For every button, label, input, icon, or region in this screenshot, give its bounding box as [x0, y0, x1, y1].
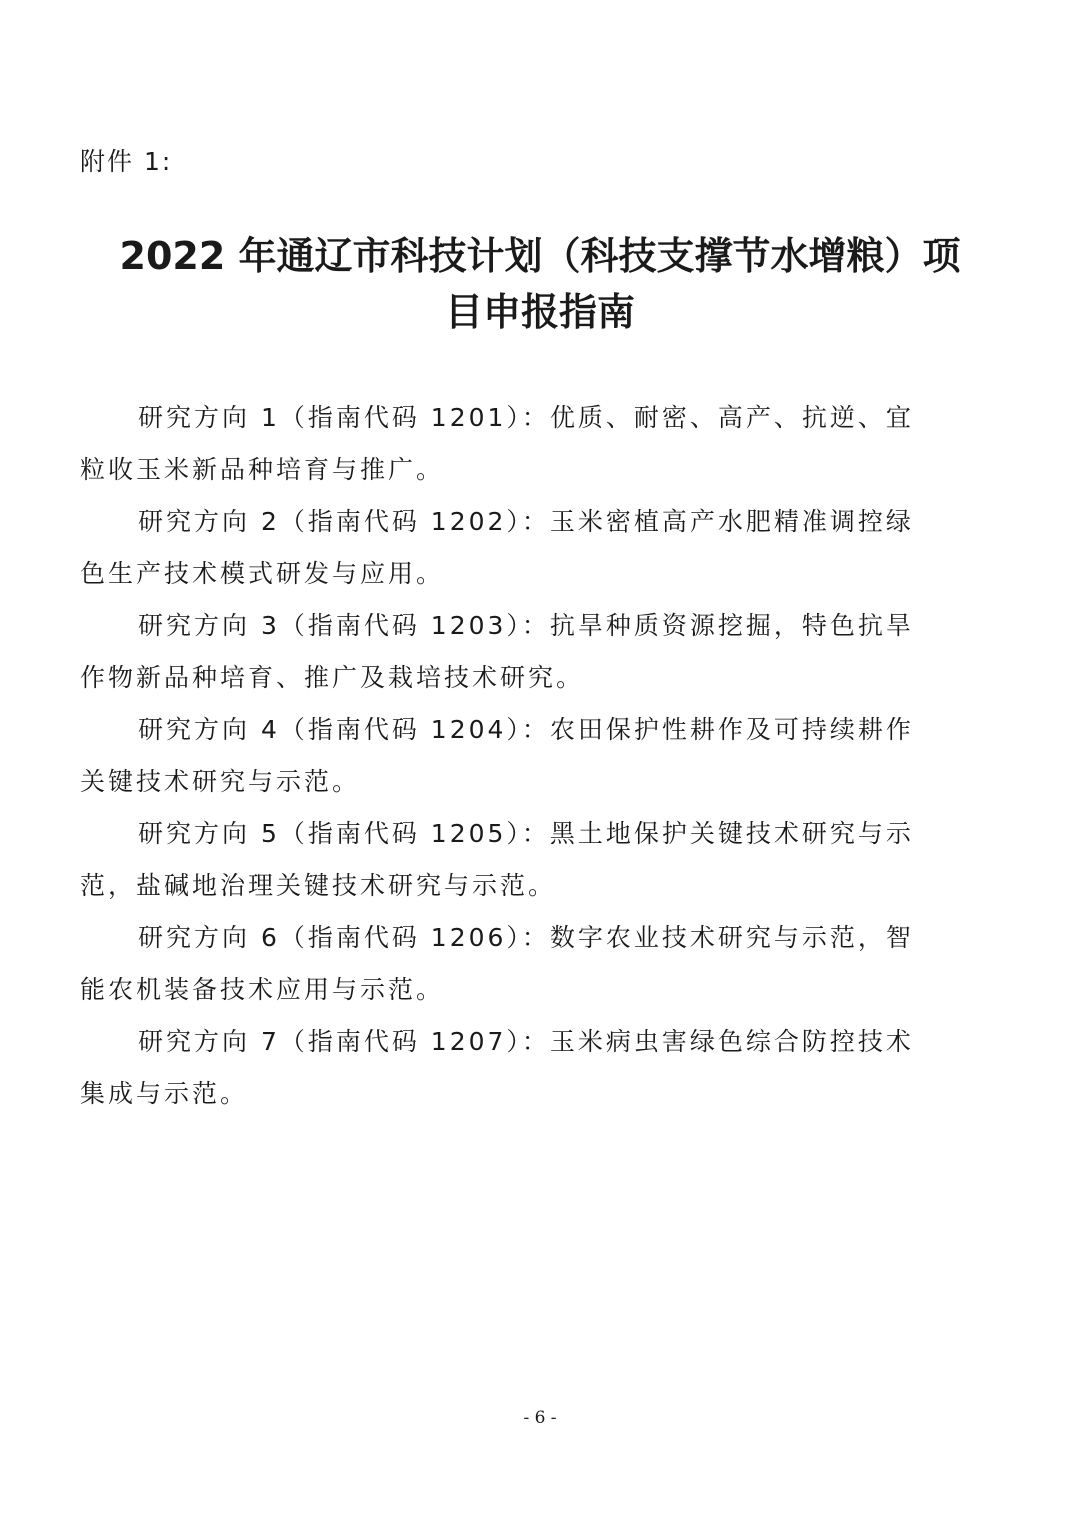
research-direction-7 [80, 1016, 950, 1120]
research-direction-6-line-2: 能农机装备技术应用与示范。 [80, 975, 445, 1004]
research-direction-4-line-2: 关键技术研究与示范。 [80, 767, 361, 796]
research-direction-5 [80, 808, 950, 912]
research-direction-1 [80, 392, 950, 496]
research-direction-2 [80, 496, 950, 600]
research-direction-4 [80, 704, 950, 808]
research-direction-2-line-2: 色生产技术模式研发与应用。 [80, 559, 445, 588]
research-direction-4-line-1: 研究方向 4（指南代码 1204）：农田保护性耕作及可持续耕作 [138, 715, 914, 744]
research-direction-6 [80, 912, 950, 1016]
research-direction-1-line-1: 研究方向 1（指南代码 1201）：优质、耐密、高产、抗逆、宜 [138, 403, 914, 432]
research-direction-6-line-1: 研究方向 6（指南代码 1206）：数字农业技术研究与示范，智 [138, 923, 914, 952]
research-directions-list [80, 392, 950, 1120]
attachment-label: 附件 1: [80, 147, 173, 176]
research-direction-3-line-1: 研究方向 3（指南代码 1203）：抗旱种质资源挖掘，特色抗旱 [138, 611, 914, 640]
research-direction-2-line-1: 研究方向 2（指南代码 1202）：玉米密植高产水肥精准调控绿 [138, 507, 914, 536]
research-direction-3-line-2: 作物新品种培育、推广及栽培技术研究。 [80, 663, 585, 692]
document-title-line-2: 目申报指南 [444, 290, 635, 334]
research-direction-5-line-1: 研究方向 5（指南代码 1205）：黑土地保护关键技术研究与示 [138, 819, 914, 848]
research-direction-7-line-2: 集成与示范。 [80, 1079, 249, 1108]
research-direction-1-line-2: 粒收玉米新品种培育与推广。 [80, 455, 445, 484]
research-direction-7-line-1: 研究方向 7（指南代码 1207）：玉米病虫害绿色综合防控技术 [138, 1027, 914, 1056]
document-title-line-1: 2022 年通辽市科技计划（科技支撑节水增粮）项 [119, 234, 961, 278]
research-direction-3 [80, 600, 950, 704]
document-title [60, 228, 1020, 340]
page-number: - 6 - [523, 1408, 557, 1428]
research-direction-5-line-2: 范，盐碱地治理关键技术研究与示范。 [80, 871, 557, 900]
